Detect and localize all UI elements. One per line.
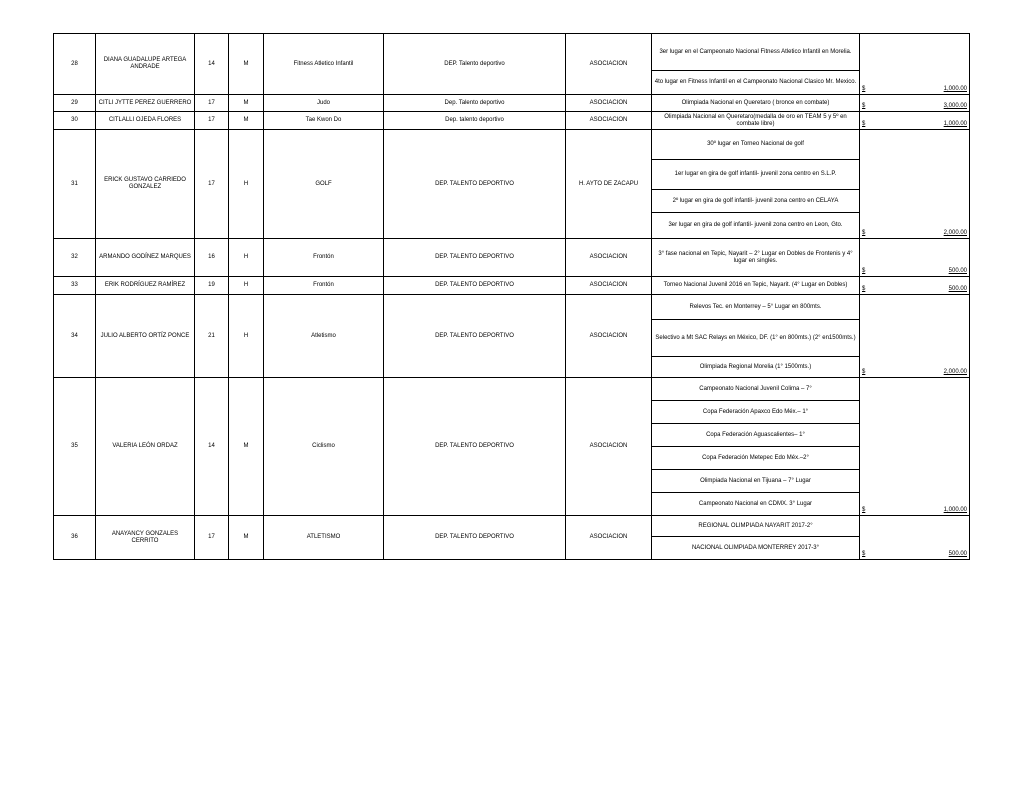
achievement-cell: 3er lugar en el Campeonato Nacional Fitness Atletico Infantil en Morelia. bbox=[652, 34, 860, 71]
sport-cell: Ciclismo bbox=[264, 378, 384, 516]
athlete-name-cell: ARMANDO GODÍNEZ MARQUES bbox=[96, 239, 195, 277]
amount-value: 3,000.00 bbox=[943, 103, 967, 109]
achievement-cell: 1er lugar en gira de golf infantil- juvenil zona centro en S.L.P. bbox=[652, 160, 860, 190]
amount-value: 500.00 bbox=[948, 286, 967, 292]
amount-value: 1,000.00 bbox=[943, 121, 967, 127]
achievement-cell: Relevos Tec. en Monterrey – 5° Lugar en 800mts. bbox=[652, 295, 860, 320]
support-type-cell: ASOCIACION bbox=[566, 277, 652, 295]
sport-cell: Judo bbox=[264, 95, 384, 112]
amount-value: 500.00 bbox=[948, 268, 967, 274]
sex-cell: H bbox=[229, 295, 264, 378]
achievement-cell: Copa Federación Aguascalientes– 1° bbox=[652, 424, 860, 447]
amount-value: 500.00 bbox=[948, 551, 967, 557]
achievement-cell: Olimpiada Nacional en Queretaro ( bronce en combate) bbox=[652, 95, 860, 112]
row-number-cell: 35 bbox=[54, 378, 96, 516]
amount-cell bbox=[860, 112, 970, 130]
row-number-cell: 28 bbox=[54, 34, 96, 95]
currency-symbol: $ bbox=[862, 121, 866, 127]
achievement-cell: 3° fase nacional en Tepic, Nayarit – 2° Lugar en Dobles de Frontenis y 4° lugar en singles. bbox=[652, 239, 860, 277]
row-number-cell: 29 bbox=[54, 95, 96, 112]
achievement-cell: Campeonato Nacional Juvenil Colima – 7° bbox=[652, 378, 860, 401]
athlete-name-cell: ANAYANCY GONZALES CERRITO bbox=[96, 516, 195, 560]
currency-symbol: $ bbox=[862, 230, 866, 236]
sport-cell: GOLF bbox=[264, 130, 384, 239]
support-type-cell: H. AYTO DE ZACAPU bbox=[566, 130, 652, 239]
achievement-cell: NACIONAL OLIMPIADA MONTERREY 2017-3° bbox=[652, 537, 860, 560]
age-cell: 21 bbox=[195, 295, 229, 378]
table-row bbox=[54, 378, 970, 401]
age-cell: 17 bbox=[195, 516, 229, 560]
athlete-name-cell: ERIK RODRÍGUEZ RAMÍREZ bbox=[96, 277, 195, 295]
achievement-cell: Olimpiada Regional Morelia (1° 1500mts.) bbox=[652, 357, 860, 378]
athlete-name-cell: CITLALLI OJEDA FLORES bbox=[96, 112, 195, 130]
sport-cell: Atletismo bbox=[264, 295, 384, 378]
achievement-cell: Olimpiada Nacional en Tijuana – 7° Lugar bbox=[652, 470, 860, 493]
age-cell: 14 bbox=[195, 378, 229, 516]
amount-value: 2,000.00 bbox=[943, 230, 967, 236]
category-cell: DEP. TALENTO DEPORTIVO bbox=[384, 130, 566, 239]
achievement-cell: Copa Federación Apaxco Edo Méx.– 1° bbox=[652, 401, 860, 424]
row-number-cell: 31 bbox=[54, 130, 96, 239]
support-type-cell: ASOCIACION bbox=[566, 239, 652, 277]
achievement-cell: Copa Federación Metepec Edo Méx.–2° bbox=[652, 447, 860, 470]
sex-cell: H bbox=[229, 239, 264, 277]
table-row bbox=[54, 239, 970, 277]
age-cell: 17 bbox=[195, 112, 229, 130]
achievement-cell: 3er lugar en gira de golf infantil- juvenil zona centro en Leon, Gto. bbox=[652, 213, 860, 239]
category-cell: DEP. TALENTO DEPORTIVO bbox=[384, 516, 566, 560]
age-cell: 17 bbox=[195, 130, 229, 239]
achievement-cell: 4to lugar en Fitness Infantil en el Campeonato Nacional Clasico Mr. Mexico. bbox=[652, 71, 860, 95]
sex-cell: M bbox=[229, 34, 264, 95]
amount-cell bbox=[860, 295, 970, 378]
amount-cell bbox=[860, 34, 970, 95]
support-type-cell: ASOCIACION bbox=[566, 378, 652, 516]
sex-cell: H bbox=[229, 130, 264, 239]
category-cell: DEP. TALENTO DEPORTIVO bbox=[384, 277, 566, 295]
support-type-cell: ASOCIACION bbox=[566, 112, 652, 130]
amount-value: 1,000.00 bbox=[943, 86, 967, 92]
sex-cell: M bbox=[229, 95, 264, 112]
athlete-name-cell: VALERIA LEÓN ORDAZ bbox=[96, 378, 195, 516]
sport-cell: ATLETISMO bbox=[264, 516, 384, 560]
age-cell: 14 bbox=[195, 34, 229, 95]
achievement-cell: Selectivo a Mt SAC Relays en México, DF. (1° en 800mts.) (2° en1500mts.) bbox=[652, 320, 860, 357]
sport-cell: Fitness Atletico Infantil bbox=[264, 34, 384, 95]
amount-value: 1,000.00 bbox=[943, 507, 967, 513]
amount-cell bbox=[860, 95, 970, 112]
achievement-cell: REGIONAL OLIMPIADA NAYARIT 2017-2° bbox=[652, 516, 860, 537]
currency-symbol: $ bbox=[862, 369, 866, 375]
currency-symbol: $ bbox=[862, 103, 866, 109]
athlete-support-table bbox=[53, 33, 970, 560]
athlete-name-cell: CITLI JYTTE PEREZ GUERRERO bbox=[96, 95, 195, 112]
table-row bbox=[54, 112, 970, 130]
support-type-cell: ASOCIACION bbox=[566, 516, 652, 560]
sex-cell: M bbox=[229, 378, 264, 516]
amount-cell bbox=[860, 516, 970, 560]
amount-cell bbox=[860, 130, 970, 239]
table-row bbox=[54, 34, 970, 71]
table-row bbox=[54, 130, 970, 160]
table-row bbox=[54, 295, 970, 320]
sport-cell: Frontón bbox=[264, 239, 384, 277]
sex-cell: H bbox=[229, 277, 264, 295]
sport-cell: Frontón bbox=[264, 277, 384, 295]
category-cell: DEP. TALENTO DEPORTIVO bbox=[384, 378, 566, 516]
amount-cell bbox=[860, 277, 970, 295]
category-cell: DEP. TALENTO DEPORTIVO bbox=[384, 239, 566, 277]
athlete-name-cell: DIANA GUADALUPE ARTEGA ANDRADE bbox=[96, 34, 195, 95]
athlete-name-cell: ERICK GUSTAVO CARRIEDO GONZALEZ bbox=[96, 130, 195, 239]
amount-cell bbox=[860, 239, 970, 277]
currency-symbol: $ bbox=[862, 286, 866, 292]
currency-symbol: $ bbox=[862, 86, 866, 92]
achievement-cell: 2º lugar en gira de golf infantil- juvenil zona centro en CELAYA bbox=[652, 190, 860, 213]
achievement-cell: 30º lugar en Torneo Nacional de golf bbox=[652, 130, 860, 160]
row-number-cell: 36 bbox=[54, 516, 96, 560]
row-number-cell: 32 bbox=[54, 239, 96, 277]
category-cell: Dep. Talento deportivo bbox=[384, 95, 566, 112]
currency-symbol: $ bbox=[862, 551, 866, 557]
achievement-cell: Olimpiada Nacional en Queretaro(medalla de oro en TEAM 5 y 5º en combate libre) bbox=[652, 112, 860, 130]
category-cell: DEP. Talento deportivo bbox=[384, 34, 566, 95]
athlete-name-cell: JULIO ALBERTO ORTÍZ PONCE bbox=[96, 295, 195, 378]
achievement-cell: Campeonato Nacional en CDMX. 3° Lugar bbox=[652, 493, 860, 516]
sex-cell: M bbox=[229, 112, 264, 130]
age-cell: 17 bbox=[195, 95, 229, 112]
currency-symbol: $ bbox=[862, 268, 866, 274]
sport-cell: Tae Kwon Do bbox=[264, 112, 384, 130]
table-row bbox=[54, 516, 970, 537]
support-type-cell: ASOCIACION bbox=[566, 34, 652, 95]
row-number-cell: 30 bbox=[54, 112, 96, 130]
sex-cell: M bbox=[229, 516, 264, 560]
category-cell: Dep. talento deportivo bbox=[384, 112, 566, 130]
amount-value: 2,000.00 bbox=[943, 369, 967, 375]
table-row bbox=[54, 95, 970, 112]
table-row bbox=[54, 277, 970, 295]
support-type-cell: ASOCIACION bbox=[566, 295, 652, 378]
support-type-cell: ASOCIACION bbox=[566, 95, 652, 112]
currency-symbol: $ bbox=[862, 507, 866, 513]
age-cell: 19 bbox=[195, 277, 229, 295]
row-number-cell: 34 bbox=[54, 295, 96, 378]
amount-cell bbox=[860, 378, 970, 516]
category-cell: DEP. TALENTO DEPORTIVO bbox=[384, 295, 566, 378]
achievement-cell: Torneo Nacional Juvenil 2016 en Tepic, Nayarit. (4° Lugar en Dobles) bbox=[652, 277, 860, 295]
age-cell: 16 bbox=[195, 239, 229, 277]
row-number-cell: 33 bbox=[54, 277, 96, 295]
